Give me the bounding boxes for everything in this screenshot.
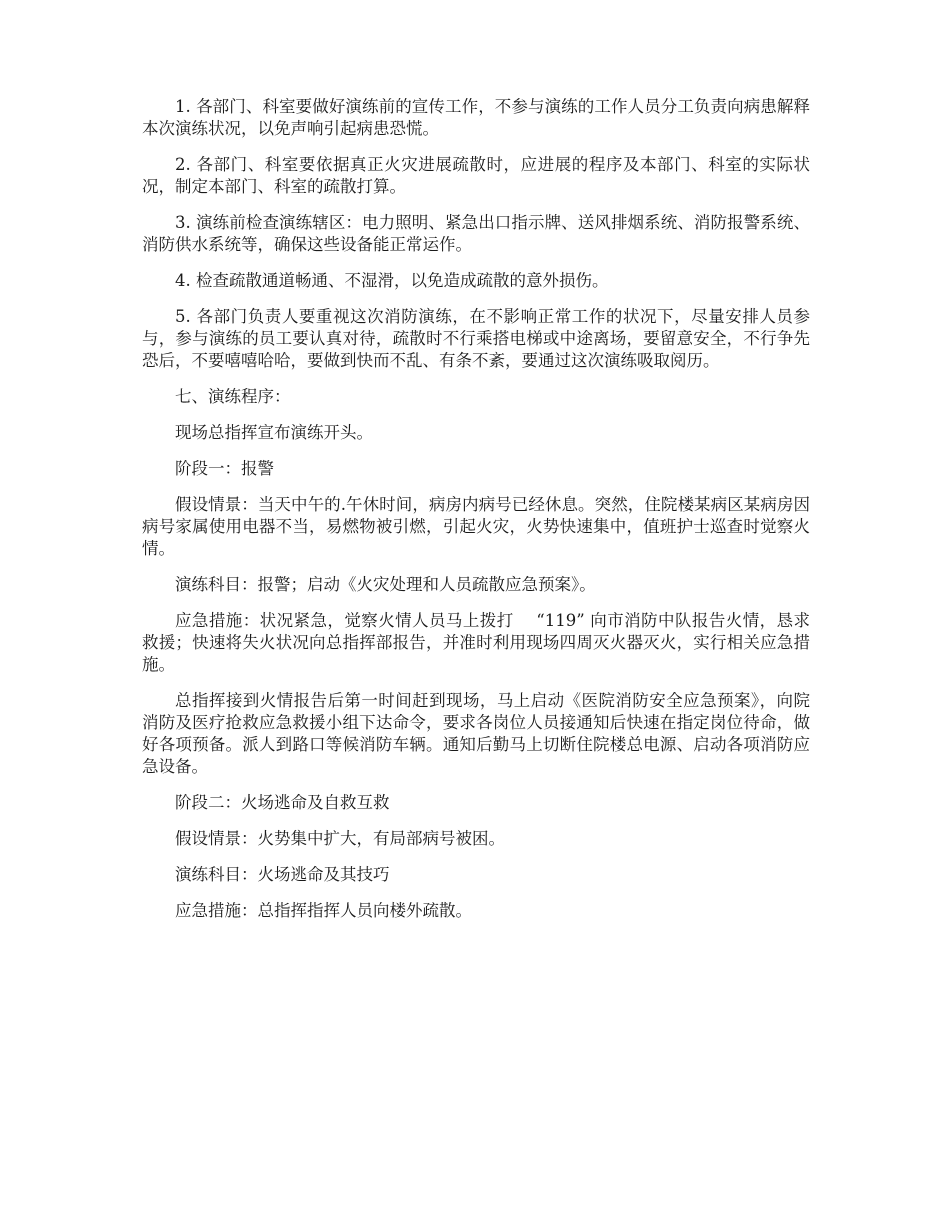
paragraph-prep-item-4: 4. 检查疏散通道畅通、不湿滑，以免造成疏散的意外损伤。: [175, 271, 609, 290]
paragraph-prep-item-3: 3. 演练前检查演练辖区：电力照明、紧急出口指示牌、送风排烟系统、消防报警系统、消防供水系统等，确保这些设备能正常运作。: [142, 213, 810, 254]
paragraph-stage-one-scenario: 假设情景：当天中午的.午休时间，病房内病号已经休息。突然，住院楼某病区某病房因病号家属使用电器不当，易燃物被引燃，引起火灾，火势快速集中，值班护士巡查时觉察火情。: [142, 495, 810, 558]
document-body: [142, 96, 810, 936]
paragraph-stage-two-subject: 演练科目：火场逃命及其技巧: [175, 865, 390, 884]
stage-one-heading: 阶段一：报警: [175, 459, 274, 478]
section-heading-drill-procedure: 七、演练程序：: [175, 387, 291, 406]
paragraph-stage-two-measures: 应急措施：总指挥指挥人员向楼外疏散。: [175, 901, 472, 920]
paragraph-stage-two-scenario: 假设情景：火势集中扩大，有局部病号被困。: [175, 829, 505, 848]
paragraph-stage-one-subject: 演练科目：报警；启动《火灾处理和人员疏散应急预案》。: [175, 575, 596, 594]
paragraph-commander-response: 总指挥接到火情报告后第一时间赶到现场，马上启动《医院消防安全应急预案》，向院消防及医疗抢救应急救援小组下达命令，要求各岗位人员接通知后快速在指定岗位待命，做好各项预备。派人到路口等候消防车辆。通知后勤马上切断住院楼总电源、启动各项消防应急设备。: [142, 691, 810, 776]
paragraph-drill-start: 现场总指挥宣布演练开头。: [175, 423, 373, 442]
stage-two-heading: 阶段二：火场逃命及自救互救: [175, 793, 390, 812]
paragraph-prep-item-1: 1. 各部门、科室要做好演练前的宣传工作，不参与演练的工作人员分工负责向病患解释本次演练状况，以免声响引起病患恐慌。: [142, 97, 810, 138]
paragraph-stage-one-measures: 应急措施：状况紧急，觉察火情人员马上拨打 “119” 向市消防中队报告火情，恳求救援；快速将失火状况向总指挥部报告，并准时利用现场四周灭火器灭火，实行相关应急措施。: [142, 611, 810, 674]
paragraph-prep-item-2: 2. 各部门、科室要依据真正火灾进展疏散时，应进展的程序及本部门、科室的实际状况，制定本部门、科室的疏散打算。: [142, 155, 810, 196]
paragraph-prep-item-5: 5. 各部门负责人要重视这次消防演练，在不影响正常工作的状况下，尽量安排人员参与，参与演练的员工要认真对待，疏散时不行乘搭电梯或中途离场，要留意安全，不行争先恐后，不要嘻嘻哈哈，要做到快而不乱、有条不紊，要通过这次演练吸取阅历。: [142, 307, 810, 370]
